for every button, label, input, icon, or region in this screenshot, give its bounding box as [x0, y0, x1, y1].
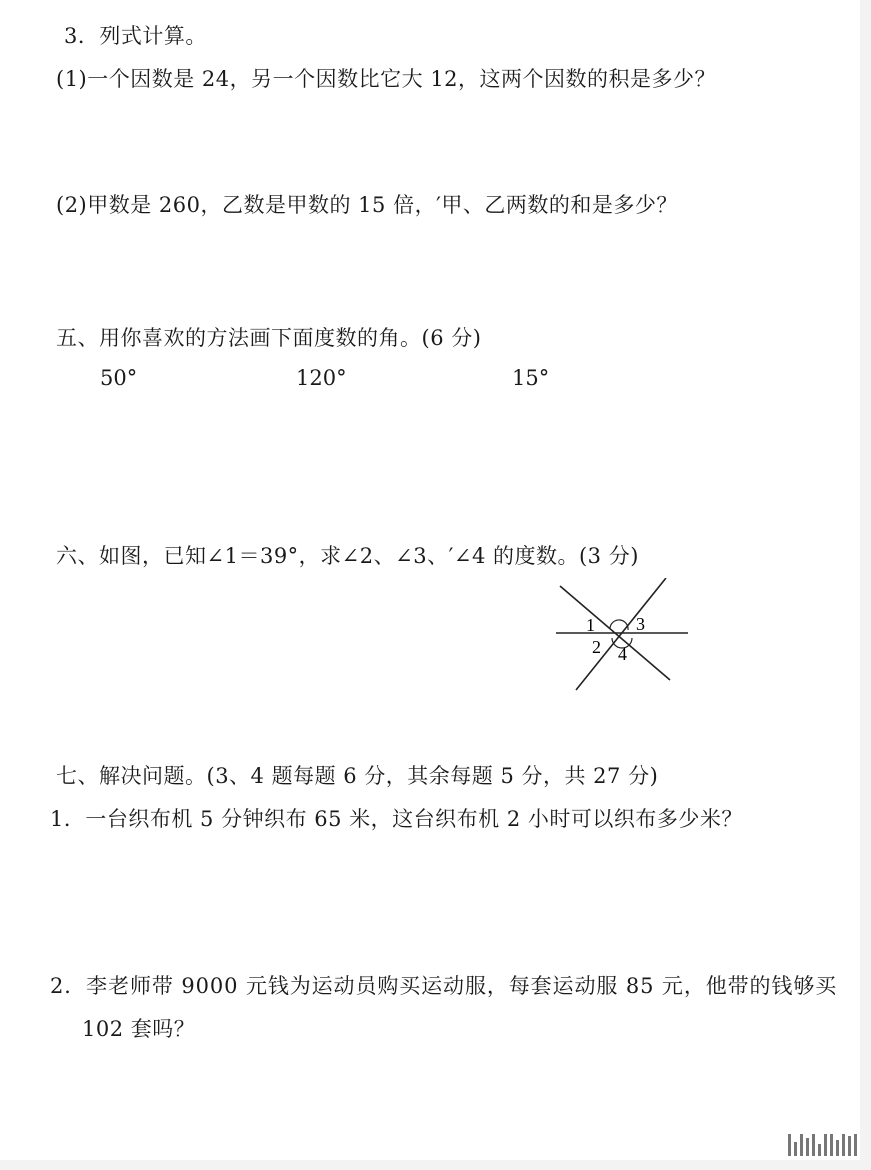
- section5-title: 五、用你喜欢的方法画下面度数的角。(6 分): [56, 326, 482, 350]
- section7-title: 七、解决问题。(3、4 题每题 6 分，其余每题 5 分，共 27 分): [56, 764, 659, 788]
- angle-15: 15°: [512, 366, 550, 390]
- problem-2-line-1: 2．李老师带 9000 元钱为运动员购买运动服，每套运动服 85 元，他带的钱够买: [50, 974, 838, 998]
- q3-heading: 3．列式计算。: [64, 24, 207, 48]
- angle-label-2: 2: [592, 637, 601, 657]
- angle-label-4: 4: [618, 644, 627, 664]
- problem-2-line-2: 102 套吗？: [82, 1017, 196, 1041]
- problem-1: 1．一台织布机 5 分钟织布 65 米，这台织布机 2 小时可以织布多少米？: [50, 807, 743, 831]
- angle-label-1: 1: [586, 615, 595, 635]
- q3-sub1: (1)一个因数是 24，另一个因数比它大 12，这两个因数的积是多少？: [56, 67, 717, 91]
- angle-50: 50°: [100, 366, 138, 390]
- intersecting-lines-figure: [548, 578, 698, 698]
- angle-label-3: 3: [636, 614, 645, 634]
- section6-title: 六、如图，已知∠1＝39°，求∠2、∠3、′∠4 的度数。(3 分): [56, 544, 639, 568]
- watermark-mark: [788, 1134, 857, 1156]
- q3-sub2: (2)甲数是 260，乙数是甲数的 15 倍，′甲、乙两数的和是多少？: [56, 193, 678, 217]
- angle-120: 120°: [296, 366, 347, 390]
